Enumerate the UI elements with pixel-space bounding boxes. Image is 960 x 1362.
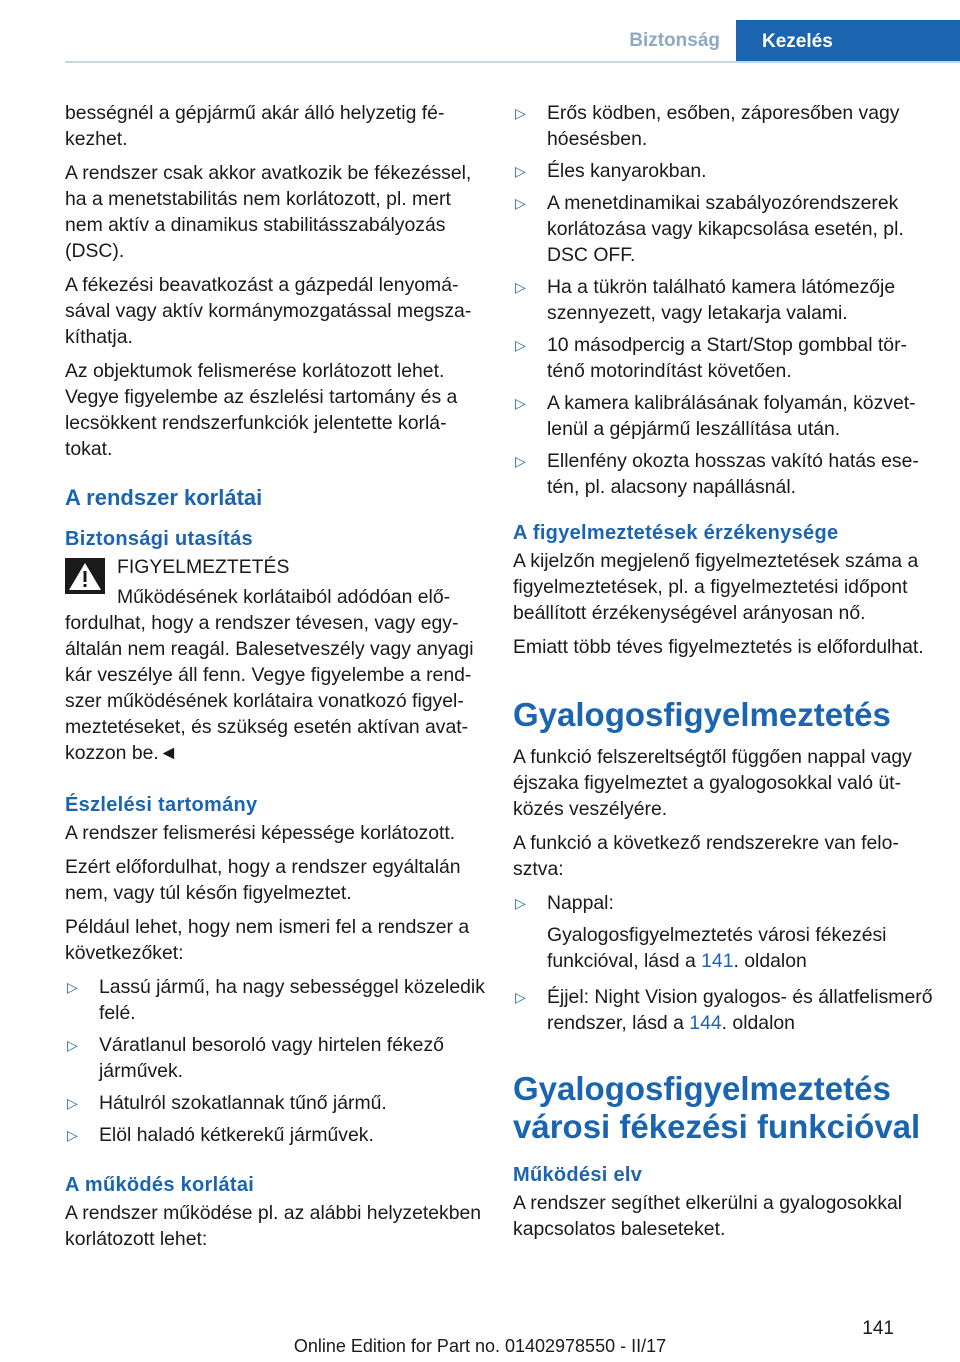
heading-pedestrian-city-braking: Gyalogosfigyelmeztetés városi fékezési funkcióval bbox=[513, 1070, 921, 1145]
header-rule bbox=[65, 61, 960, 63]
list-item: ▷ Lassú jármű, ha nagy sebességgel közeledik felé. bbox=[67, 976, 485, 1024]
edition-footer: Online Edition for Part no. 01402978550 - II/17 bbox=[293, 1336, 667, 1356]
triangle-bullet-icon: ▷ bbox=[515, 163, 526, 179]
paragraph: A funkció felszereltségtől függően nappal vagy éjszaka figyelmeztet a gyalogosokkal való ütközés veszélyére. bbox=[513, 746, 912, 820]
left-column bbox=[65, 100, 485, 1260]
heading-system-limits: A rendszer korlátai bbox=[65, 485, 263, 510]
heading-warning-sensitivity: A figyelmeztetések érzékenysége bbox=[513, 522, 839, 544]
page-link-144[interactable]: 144 bbox=[689, 1012, 722, 1034]
paragraph: Ezért előfordulhat, hogy a rendszer egyáltalán nem, vagy túl későn figyelmeztet. bbox=[65, 856, 461, 904]
detection-limits-list bbox=[65, 974, 485, 1148]
list-item: ▷ Éjjel: Night Vision gyalogos- és állatfelismerő rendszer, lásd a 144. oldalon bbox=[515, 986, 933, 1034]
paragraph: A fékezési beavatkozást a gázpedál lenyomásával vagy aktív kormánymozgatással megszakíthatja. bbox=[65, 274, 472, 348]
list-item: ▷ Elöl haladó kétkerekű járművek. bbox=[67, 1124, 374, 1146]
triangle-bullet-icon: ▷ bbox=[515, 895, 526, 911]
operating-limits-list bbox=[513, 100, 933, 500]
heading-detection-range: Észlelési tartomány bbox=[65, 794, 258, 816]
heading-operating-principle: Működési elv bbox=[513, 1164, 643, 1186]
list-item: ▷ Ellenfény okozta hosszas vakító hatás esetén, pl. alacsony napállásnál. bbox=[515, 450, 919, 498]
list-item: ▷ Hátulról szokatlannak tűnő jármű. bbox=[67, 1092, 387, 1114]
list-item: ▷ 10 másodpercig a Start/Stop gombbal történő motorindítást követően. bbox=[515, 334, 908, 382]
paragraph: A kijelzőn megjelenő figyelmeztetések száma a figyelmeztetések, pl. a figyelmeztetési időpont beállított érzékenységével arányosan nő. bbox=[513, 550, 919, 624]
section-tab-kezeles[interactable]: Kezelés bbox=[736, 20, 960, 63]
triangle-bullet-icon: ▷ bbox=[515, 195, 526, 211]
paragraph: A rendszer segíthet elkerülni a gyalogosokkal kapcsolatos baleseteket. bbox=[513, 1192, 903, 1240]
list-item: ▷ A menetdinamikai szabályozórendszerek korlátozása vagy kikapcsolása esetén, pl. DSC OFF. bbox=[515, 192, 904, 266]
triangle-bullet-icon: ▷ bbox=[67, 979, 78, 995]
triangle-bullet-icon: ▷ bbox=[67, 1095, 78, 1111]
paragraph: bességnél a gépjármű akár álló helyzetig fékezhet. bbox=[65, 102, 445, 150]
triangle-bullet-icon: ▷ bbox=[67, 1037, 78, 1053]
list-item: ▷ A kamera kalibrálásának folyamán, közvetlenül a gépjármű leszállítása után. bbox=[515, 392, 916, 440]
warning-triangle-icon bbox=[65, 558, 105, 594]
heading-safety-notice: Biztonsági utasítás bbox=[65, 528, 253, 550]
warning-box bbox=[65, 554, 485, 580]
paragraph: Emiatt több téves figyelmeztetés is előfordulhat. bbox=[513, 636, 924, 658]
pedestrian-systems-list bbox=[513, 890, 933, 1036]
list-item: ▷ Erős ködben, esőben, záporesőben vagy hóesésben. bbox=[515, 102, 900, 150]
triangle-bullet-icon: ▷ bbox=[515, 279, 526, 295]
triangle-bullet-icon: ▷ bbox=[515, 453, 526, 469]
heading-pedestrian-warning: Gyalogosfigyelmeztetés bbox=[513, 696, 891, 733]
list-item: ▷ Nappal: Gyalogosfigyelmeztetés városi fékezési funkcióval, lásd a 141. oldalon bbox=[515, 892, 887, 972]
warning-text: Működésének korlátaiból adódóan előfordulhat, hogy a rendszer tévesen, vagy egyáltalán nem reagál. Balesetveszély vagy anyagi kár veszélye áll fenn. Vegye figyelembe a rendszer működésének korlátaira vonatkozó figyelmeztetéseket, és szükség esetén aktívan avatkozzon be.◄ bbox=[65, 586, 474, 764]
right-column bbox=[513, 100, 933, 1250]
triangle-bullet-icon: ▷ bbox=[515, 337, 526, 353]
paragraph: A rendszer felismerési képessége korlátozott. bbox=[65, 822, 456, 844]
warning-title: FIGYELMEZTETÉS bbox=[117, 556, 290, 578]
paragraph: Az objektumok felismerése korlátozott lehet. Vegye figyelembe az észlelési tartomány és a lecsökkent rendszerfunkciók jelentette korlátokat. bbox=[65, 360, 458, 460]
page-header bbox=[0, 0, 960, 62]
paragraph: Például lehet, hogy nem ismeri fel a rendszer a következőket: bbox=[65, 916, 470, 964]
paragraph: A rendszer csak akkor avatkozik be fékezéssel, ha a menetstabilitás nem korlátozott, pl. mert nem aktív a dinamikus stabilitásszabályozás (DSC). bbox=[65, 162, 472, 262]
triangle-bullet-icon: ▷ bbox=[515, 395, 526, 411]
page-link-141[interactable]: 141 bbox=[701, 950, 734, 972]
paragraph: A funkció a következő rendszerekre van felosztva: bbox=[513, 832, 899, 880]
triangle-bullet-icon: ▷ bbox=[515, 989, 526, 1005]
triangle-bullet-icon: ▷ bbox=[515, 105, 526, 121]
triangle-bullet-icon: ▷ bbox=[67, 1127, 78, 1143]
page-number: 141 bbox=[862, 1318, 894, 1339]
list-item: ▷ Váratlanul besoroló vagy hirtelen fékező járművek. bbox=[67, 1034, 444, 1082]
heading-operating-limits: A működés korlátai bbox=[65, 1174, 255, 1196]
list-item: ▷ Ha a tükrön található kamera látómezője szennyezett, vagy letakarja valami. bbox=[515, 276, 896, 324]
paragraph: A rendszer működése pl. az alábbi helyzetekben korlátozott lehet: bbox=[65, 1202, 482, 1250]
list-item: ▷ Éles kanyarokban. bbox=[515, 160, 707, 182]
section-tab-biztonsag[interactable]: Biztonság bbox=[629, 30, 720, 51]
